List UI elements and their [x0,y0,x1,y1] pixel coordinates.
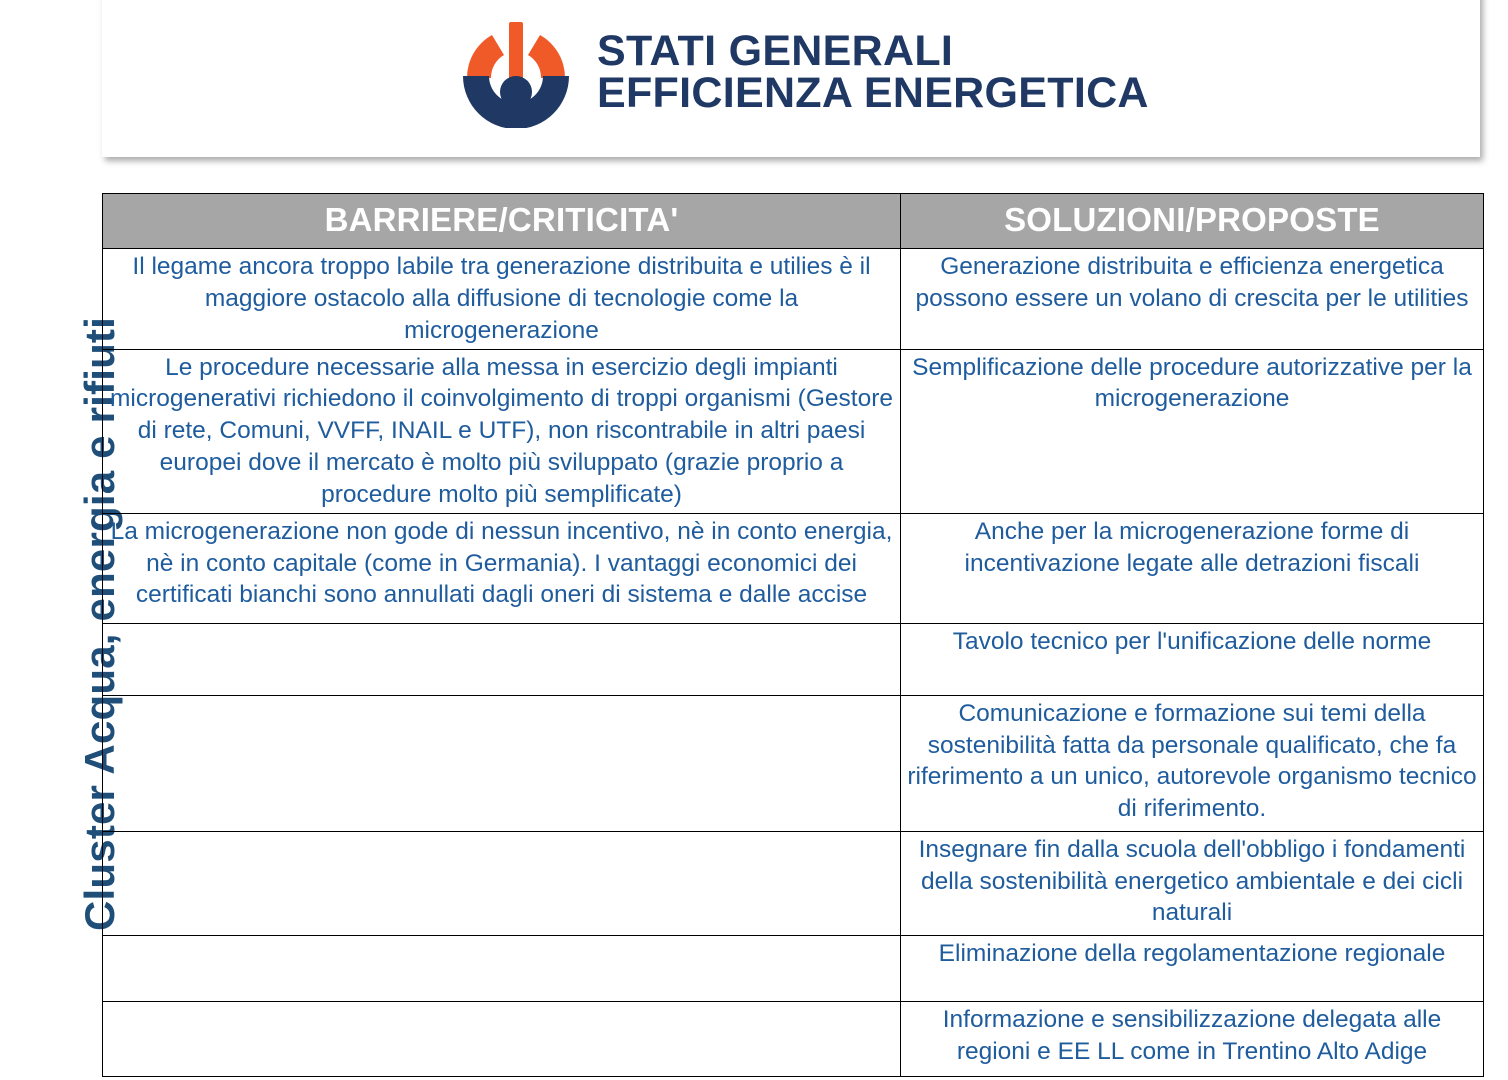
table-row [103,513,1484,623]
barriers-solutions-table-wrapper [102,193,1483,1077]
table-row [103,349,1484,513]
cell-barriere: Le procedure necessarie alla messa in esercizio degli impianti microgenerativi richiedono il coinvolgimento di troppi organismi (Gestore di rete, Comuni, VVFF, INAIL e UTF), non riscontrabile in altri paesi europei dove il mercato è molto più sviluppato (grazie proprio a procedure molto più semplificate) [103,349,901,513]
cell-soluzioni: Eliminazione della regolamentazione regionale [901,935,1484,1001]
table-row [103,935,1484,1001]
power-button-logo-icon [457,16,575,128]
cell-soluzioni: Informazione e sensibilizzazione delegata alle regioni e EE LL come in Trentino Alto Adige [901,1001,1484,1076]
table-row [103,831,1484,935]
table-header-row [103,194,1484,249]
brand-wordmark [597,26,1149,117]
table-row [103,623,1484,695]
cell-soluzioni: Comunicazione e formazione sui temi della sostenibilità fatta da personale qualificato, che fa riferimento a un unico, autorevole organismo tecnico di riferimento. [901,695,1484,831]
header-logo-panel [102,0,1480,157]
brand-line-2: EFFICIENZA ENERGETICA [597,69,1149,117]
barriers-solutions-table [102,193,1484,1077]
column-header-soluzioni: SOLUZIONI/PROPOSTE [901,194,1484,249]
column-header-barriere: BARRIERE/CRITICITA' [103,194,901,249]
cell-barriere: La microgenerazione non gode di nessun incentivo, nè in conto energia, nè in conto capitale (come in Germania). I vantaggi economici dei certificati bianchi sono annullati dagli oneri di sistema e dalle accise [103,513,901,623]
cell-soluzioni: Semplificazione delle procedure autorizzative per la microgenerazione [901,349,1484,513]
table-row [103,249,1484,350]
cell-barriere [103,623,901,695]
cell-barriere [103,695,901,831]
brand-line-1: STATI GENERALI [597,26,954,75]
cell-barriere [103,935,901,1001]
cell-barriere [103,1001,901,1076]
cell-soluzioni: Generazione distribuita e efficienza energetica possono essere un volano di crescita per le utilities [901,249,1484,350]
table-row [103,695,1484,831]
cell-soluzioni: Insegnare fin dalla scuola dell'obbligo i fondamenti della sostenibilità energetico ambientale e dei cicli naturali [901,831,1484,935]
cell-barriere: Il legame ancora troppo labile tra generazione distribuita e utilies è il maggiore ostacolo alla diffusione di tecnologie come la microgenerazione [103,249,901,350]
brand-lockup [457,16,1149,128]
cluster-title: Cluster Acqua, energia e rifiuti [76,317,123,931]
cell-soluzioni: Anche per la microgenerazione forme di incentivazione legate alle detrazioni fiscali [901,513,1484,623]
cell-barriere [103,831,901,935]
cell-soluzioni: Tavolo tecnico per l'unificazione delle norme [901,623,1484,695]
table-row [103,1001,1484,1076]
